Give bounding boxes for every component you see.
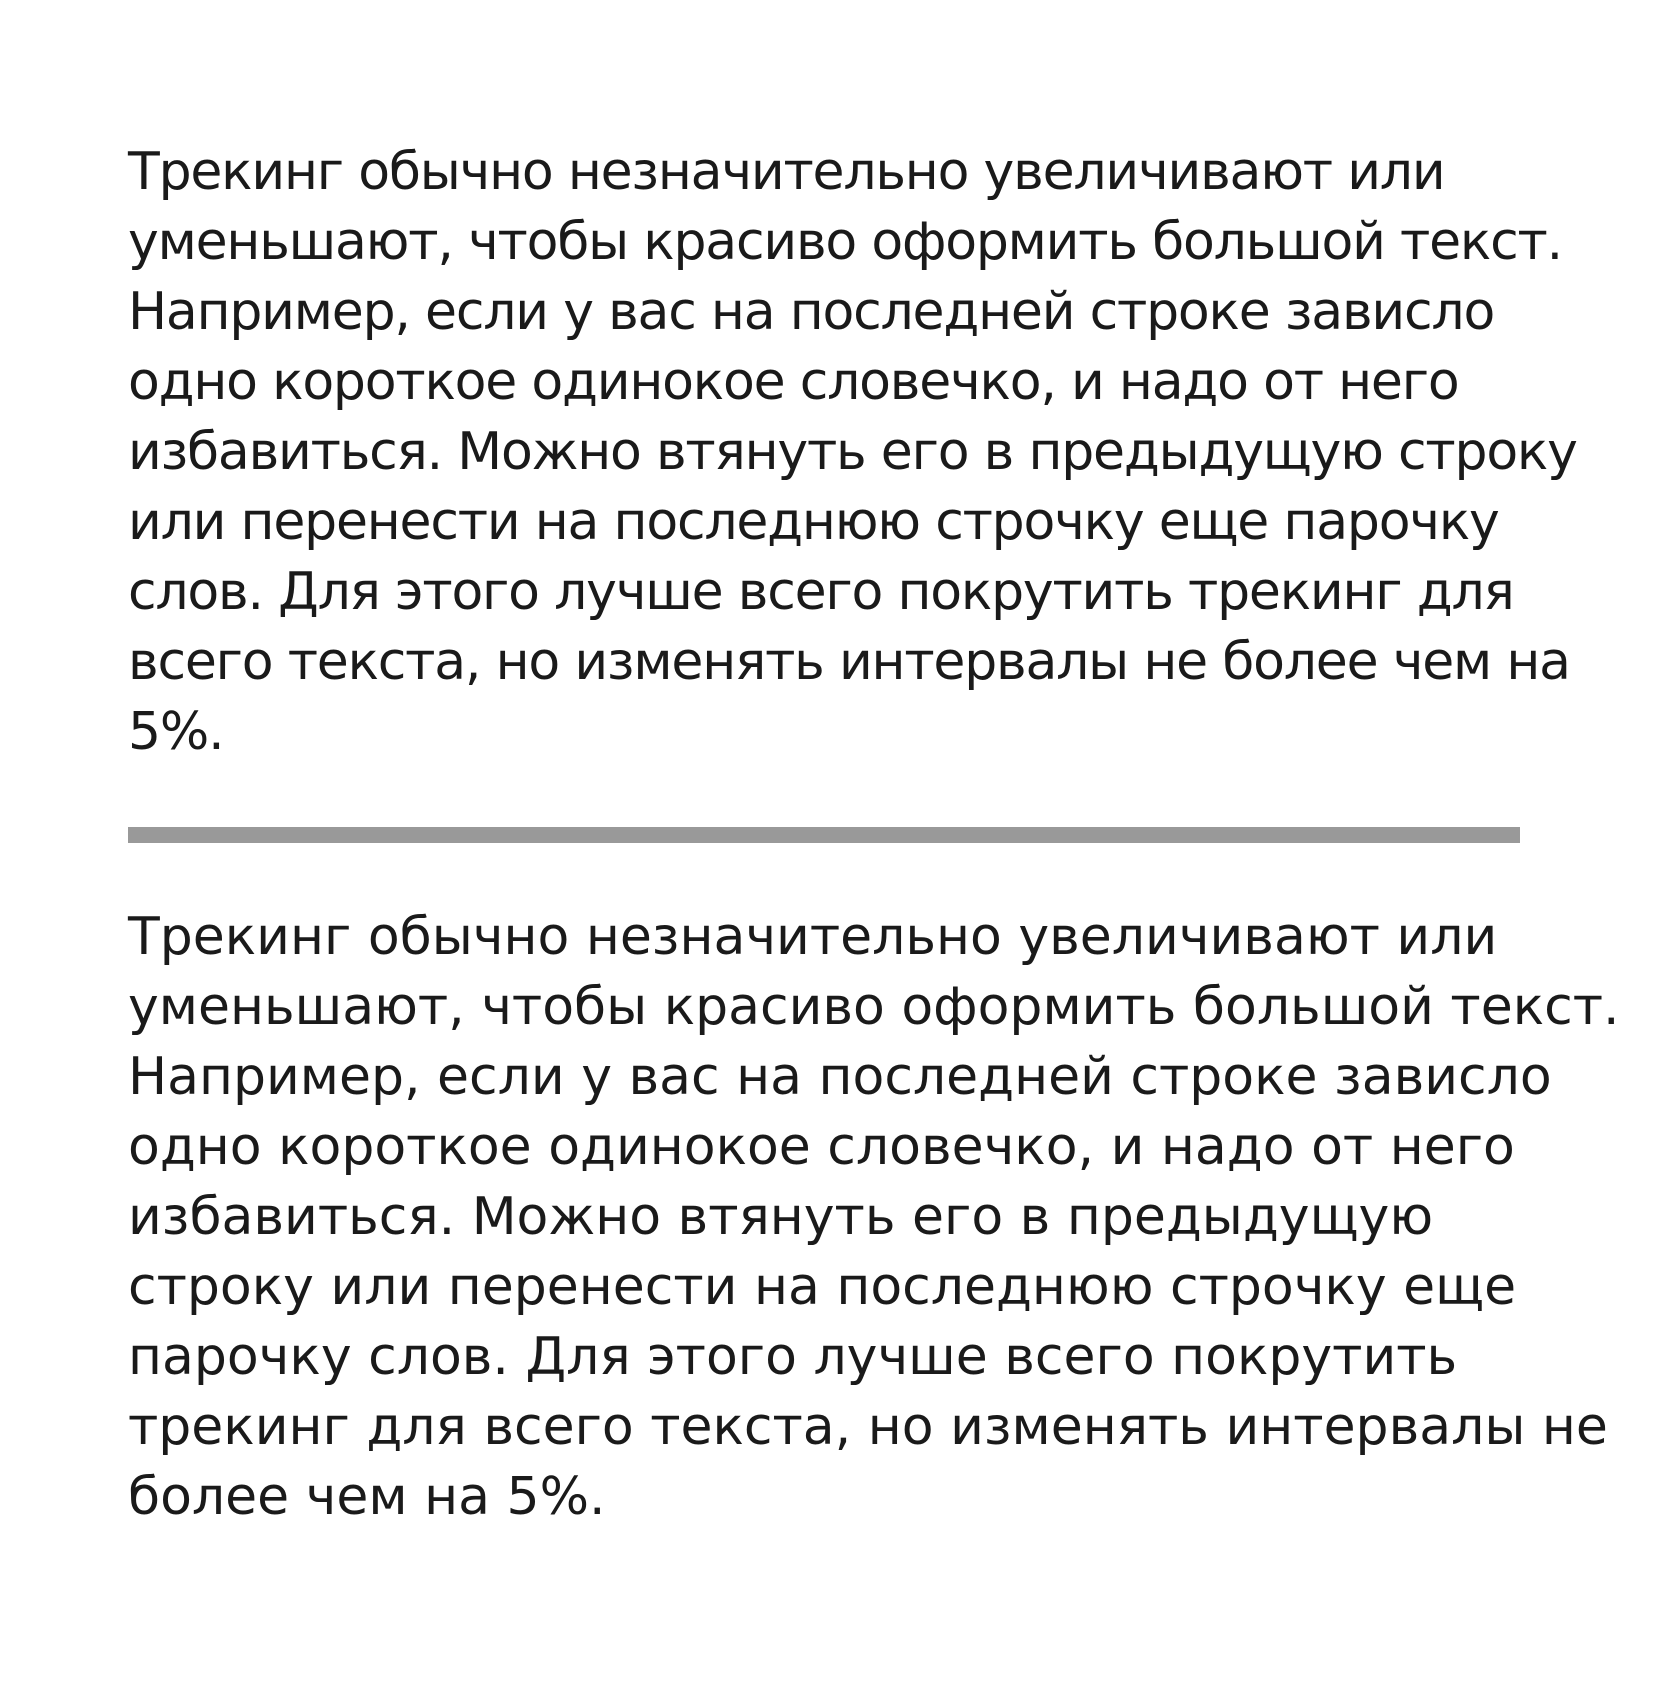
text-line: слов. Для этого лучше всего покрутить трекинг для	[128, 562, 1514, 622]
text-line: уменьшают, чтобы красиво оформить большой текст.	[128, 212, 1562, 272]
text-line: одно короткое одинокое словечко, и надо от него	[128, 1117, 1515, 1177]
text-line: Например, если у вас на последней строке зависло	[128, 282, 1495, 342]
text-line: Трекинг обычно незначительно увеличивают или	[128, 142, 1445, 202]
text-line: более чем на 5%.	[128, 1467, 606, 1527]
text-line: трекинг для всего текста, но изменять интервалы не	[128, 1397, 1608, 1457]
text-line: или перенести на последнюю строчку еще парочку	[128, 492, 1499, 552]
paragraph-normal-tracking	[128, 902, 1620, 1532]
text-line: Например, если у вас на последней строке зависло	[128, 1047, 1552, 1107]
text-line: строку или перенести на последнюю строчку еще	[128, 1257, 1517, 1317]
text-line: Трекинг обычно незначительно увеличивают или	[128, 907, 1498, 967]
text-line: избавиться. Можно втянуть его в предыдущую	[128, 1187, 1434, 1247]
text-line: уменьшают, чтобы красиво оформить большой текст.	[128, 977, 1620, 1037]
text-line: всего текста, но изменять интервалы не более чем на	[128, 632, 1570, 692]
divider	[128, 827, 1520, 843]
text-line: парочку слов. Для этого лучше всего покрутить	[128, 1327, 1458, 1387]
paragraph-tight-tracking	[128, 137, 1577, 767]
text-line: избавиться. Можно втянуть его в предыдущую строку	[128, 422, 1577, 482]
text-line: 5%.	[128, 702, 224, 762]
text-line: одно короткое одинокое словечко, и надо от него	[128, 352, 1459, 412]
